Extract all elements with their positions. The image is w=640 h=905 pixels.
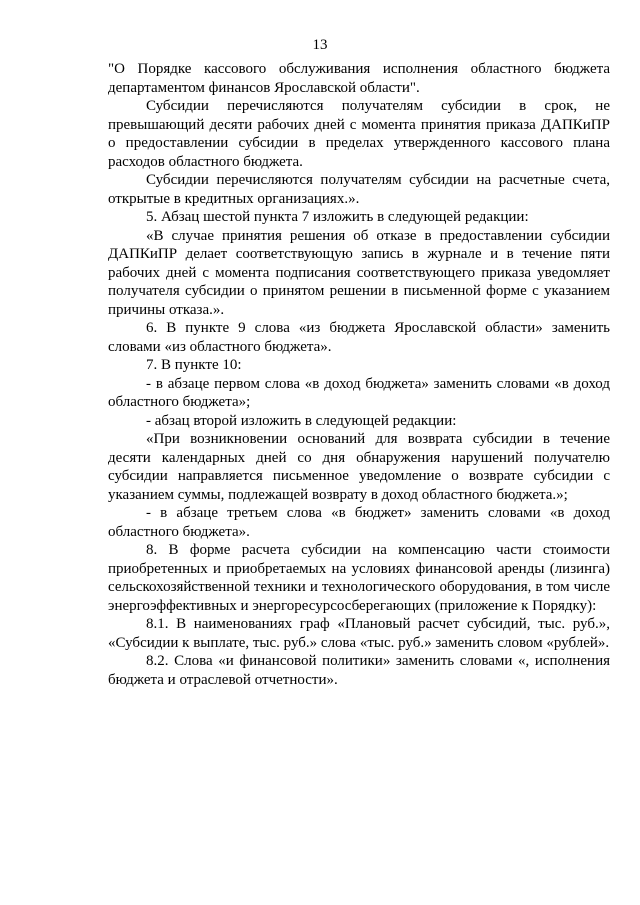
paragraph: Субсидии перечисляются получателям субсидии на расчетные счета, открытые в кредитных организациях.». xyxy=(108,172,610,207)
paragraph: Субсидии перечисляются получателям субсидии в срок, не превышающий десяти рабочих дней с момента принятия приказа ДАПКиПР о предоставлении субсидии в пределах утвержденного кассового плана расходов областного бюджета. xyxy=(108,98,610,170)
document-body xyxy=(108,60,610,689)
paragraph: 8.2. Слова «и финансовой политики» заменить словами «, исполнения бюджета и отраслевой отчетности». xyxy=(108,653,610,688)
paragraph: 8. В форме расчета субсидии на компенсацию части стоимости приобретенных и приобретаемых на условиях финансовой аренды (лизинга) сельскохозяйственной техники и технологического оборудования, в том числе энергоэффективных и энергоресурсосберегающих (приложение к Порядку): xyxy=(108,542,610,614)
paragraph: «В случае принятия решения об отказе в предоставлении субсидии ДАПКиПР делает соответствующую запись в журнале и в течение пяти рабочих дней с момента подписания соответствующего приказа уведомляет получателя субсидии о принятом решении в письменной форме с указанием причины отказа.». xyxy=(108,227,610,318)
paragraph: 6. В пункте 9 слова «из бюджета Ярославской области» заменить словами «из областного бюджета». xyxy=(108,320,610,355)
paragraph: 8.1. В наименованиях граф «Плановый расчет субсидий, тыс. руб.», «Субсидии к выплате, тыс. руб.» слова «тыс. руб.» заменить словом «рублей». xyxy=(108,616,610,651)
paragraph: - абзац второй изложить в следующей редакции: xyxy=(146,412,457,429)
paragraph: 5. Абзац шестой пункта 7 изложить в следующей редакции: xyxy=(146,209,529,225)
paragraph: "О Порядке кассового обслуживания исполнения областного бюджета департаментом финансов Ярославской области". xyxy=(108,61,610,96)
paragraph: «При возникновении оснований для возврата субсидии в течение десяти календарных дней со дня обнаружения нарушений получателю субсидии направляется письменное уведомление о возврате субсидии с указанием суммы, подлежащей возврату в доход областного бюджета.»; xyxy=(108,431,610,503)
paragraph: 7. В пункте 10: xyxy=(146,357,242,373)
paragraph: - в абзаце первом слова «в доход бюджета» заменить словами «в доход областного бюджета»; xyxy=(108,375,610,410)
page-number: 13 xyxy=(312,37,328,53)
paragraph: - в абзаце третьем слова «в бюджет» заменить словами «в доход областного бюджета». xyxy=(108,505,610,540)
